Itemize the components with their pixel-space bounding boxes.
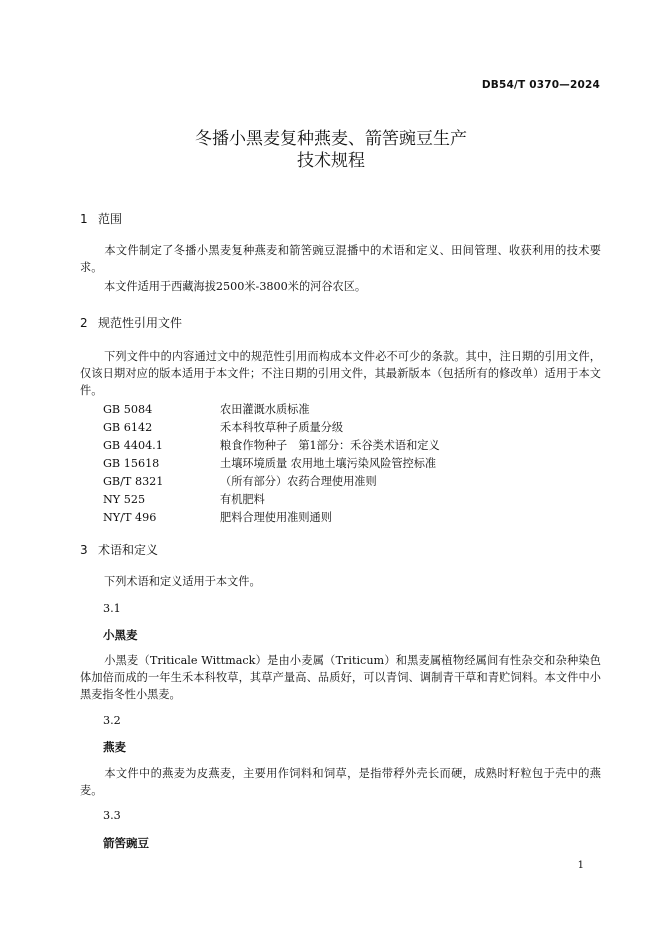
reference-title: 禾本科牧草种子质量分级 (220, 421, 344, 434)
title-line-2: 技术规程 (297, 151, 365, 171)
section-2-heading (80, 315, 182, 331)
reference-row (103, 491, 440, 509)
title-line-1: 冬播小黑麦复种燕麦、箭筈豌豆生产 (195, 129, 467, 149)
standard-code: DB54/T 0370—2024 (481, 79, 600, 91)
reference-title: 粮食作物种子 第1部分：禾谷类术语和定义 (220, 439, 440, 452)
section-1-paragraph-1-text: 本文件制定了冬播小黑麦复种燕麦和箭筈豌豆混播中的术语和定义、田间管理、收获利用的技术要求。 (80, 244, 601, 274)
term-3-1-definition (80, 652, 601, 703)
term-3-3-number: 3.3 (103, 809, 121, 822)
reference-code: GB 6142 (103, 421, 153, 434)
term-3-1-definition-text: 小黑麦（Triticale Wittmack）是由小麦属（Triticum）和黑麦属植物经属间有性杂交和杂种染色体加倍而成的一年生禾本科牧草，其草产量高、品质好，可以青饲、调制青干草和青贮饲料。本文件中小黑麦指冬性小黑麦。 (80, 654, 601, 701)
reference-title: 农田灌溉水质标准 (220, 403, 310, 416)
section-3-number: 3 (80, 543, 88, 557)
section-3-intro (80, 573, 601, 590)
section-3-intro-text: 下列术语和定义适用于本文件。 (104, 575, 261, 588)
reference-code: GB 4404.1 (103, 439, 163, 452)
term-3-2-number: 3.2 (103, 714, 121, 727)
section-1-paragraph-2-text: 本文件适用于西藏海拔2500米-3800米的河谷农区。 (104, 280, 367, 293)
reference-code: GB 15618 (103, 457, 160, 470)
term-3-2-definition-text: 本文件中的燕麦为皮燕麦，主要用作饲料和饲草，是指带稃外壳长而硬，成熟时籽粒包于壳中的燕麦。 (80, 767, 601, 797)
reference-code: GB/T 8321 (103, 475, 164, 488)
reference-code: NY/T 496 (103, 511, 157, 524)
reference-title: 土壤环境质量 农用地土壤污染风险管控标准 (220, 457, 437, 470)
section-1-number: 1 (80, 212, 88, 226)
reference-row (103, 455, 440, 473)
page-number: 1 (577, 860, 584, 871)
term-3-1-number: 3.1 (103, 602, 121, 615)
normative-reference-list (103, 401, 440, 527)
reference-row (103, 401, 440, 419)
section-2-title: 规范性引用文件 (98, 316, 183, 330)
section-3-title: 术语和定义 (98, 543, 159, 557)
term-3-2-definition (80, 765, 601, 799)
term-3-1-name: 小黑麦 (103, 628, 138, 642)
reference-title: （所有部分）农药合理使用准则 (220, 475, 377, 488)
section-1-paragraph-2 (80, 278, 601, 295)
reference-title: 有机肥料 (220, 493, 265, 506)
reference-row (103, 437, 440, 455)
reference-row (103, 473, 440, 491)
reference-title: 肥料合理使用准则通则 (220, 511, 332, 524)
reference-row (103, 509, 440, 527)
section-1-paragraph-1 (80, 242, 601, 276)
reference-row (103, 419, 440, 437)
section-2-intro (80, 348, 601, 399)
term-3-3-name: 箭筈豌豆 (103, 836, 149, 850)
document-title (0, 128, 662, 172)
reference-code: NY 525 (103, 493, 146, 506)
section-3-heading (80, 542, 158, 558)
section-1-title: 范围 (98, 212, 123, 226)
term-3-2-name: 燕麦 (103, 740, 126, 754)
reference-code: GB 5084 (103, 403, 153, 416)
section-1-heading (80, 211, 122, 227)
section-2-intro-text: 下列文件中的内容通过文中的规范性引用而构成本文件必不可少的条款。其中，注日期的引用文件，仅该日期对应的版本适用于本文件；不注日期的引用文件，其最新版本（包括所有的修改单）适用于本文件。 (80, 350, 601, 397)
section-2-number: 2 (80, 316, 88, 330)
